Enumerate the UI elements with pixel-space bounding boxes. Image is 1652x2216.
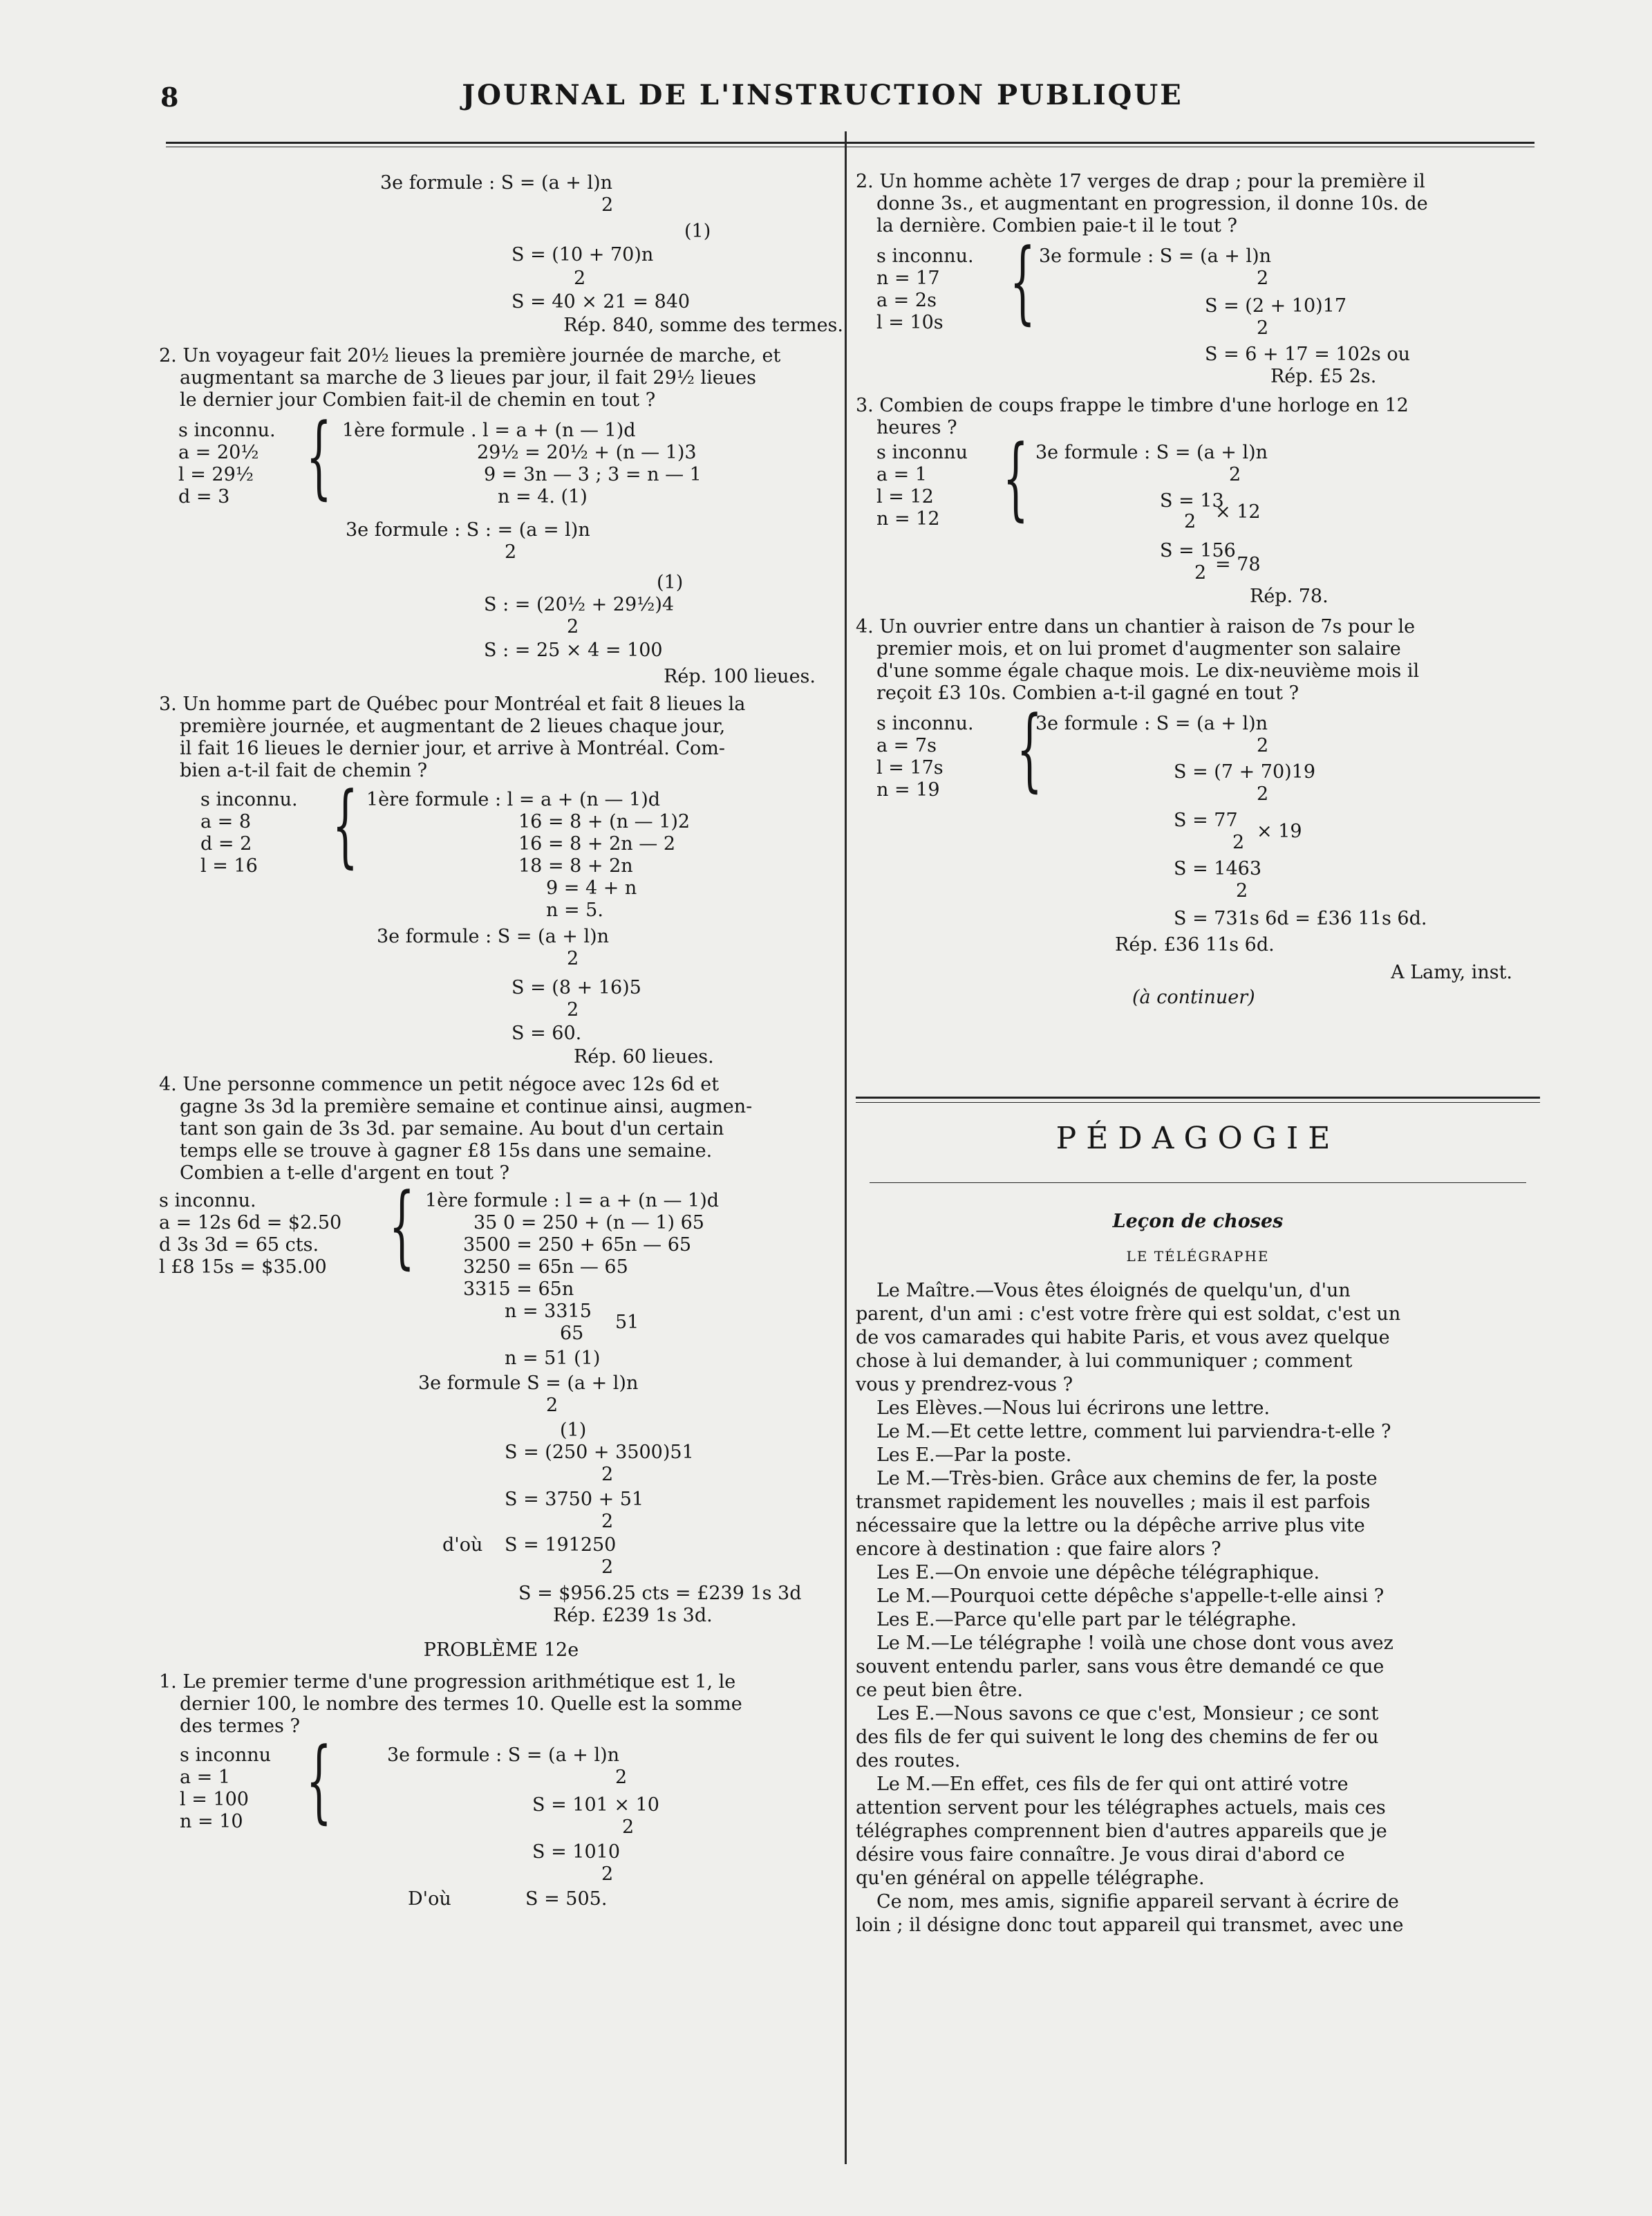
formula-denominator: 2: [615, 1767, 628, 1788]
known-value: l £8 15s = $35.00: [159, 1256, 327, 1278]
formula-line: S = $956.25 cts = £239 1s 3d: [518, 1583, 802, 1604]
problem-statement: 3. Un homme part de Québec pour Montréal et fait 8 lieues la: [159, 693, 746, 715]
formula-line: S = 731s 6d = £36 11s 6d.: [1174, 908, 1427, 929]
formula-line: 9 = 4 + n: [546, 877, 637, 899]
header-rule: [166, 142, 1534, 144]
lesson-title: Leçon de choses: [1112, 1211, 1284, 1232]
lesson-line: Le M.—En effet, ces fils de fer qui ont attiré votre: [876, 1773, 1349, 1795]
lesson-line: des fils de fer qui suivent le long des chemins de fer ou: [856, 1726, 1379, 1748]
problem-heading: PROBLÈME 12e: [423, 1639, 579, 1661]
lesson-line: Le M.—Le télégraphe ! voilà une chose dont vous avez: [876, 1632, 1393, 1654]
answer-line: Rép. £239 1s 3d.: [553, 1605, 713, 1626]
formula-denominator: 65: [560, 1323, 584, 1344]
formula-line: S = 191250: [505, 1534, 617, 1556]
formula-line: S = (250 + 3500)51: [505, 1442, 694, 1463]
formula-line: 16 = 8 + (n — 1)2: [518, 811, 691, 832]
formula-line: 1ère formule . l = a + (n — 1)d: [342, 420, 636, 441]
lesson-line: qu'en général on appelle télégraphe.: [856, 1868, 1205, 1889]
formula-line: S : = (20½ + 29½)4: [484, 594, 675, 615]
known-value: l = 100: [180, 1789, 249, 1810]
brace-icon: {: [1016, 696, 1042, 801]
formula-line: 3e formule : S : = (a = l)n: [346, 519, 590, 541]
formula-denominator: 2: [601, 194, 614, 216]
brace-icon: {: [1009, 229, 1035, 334]
formula-line: S = 1463: [1174, 858, 1261, 879]
problem-statement: premier mois, et on lui promet d'augmenter son salaire: [876, 638, 1401, 660]
formula-line: n = 3315: [505, 1301, 592, 1322]
formula-denominator: 2: [1257, 783, 1269, 805]
problem-statement: première journée, et augmentant de 2 lieues chaque jour,: [180, 716, 726, 737]
lesson-line: Le M.—Très-bien. Grâce aux chemins de fer, la poste: [876, 1468, 1378, 1489]
known-value: a = 20½: [178, 442, 259, 463]
section-rule-bottom: [870, 1182, 1526, 1183]
known-value: a = 2s: [876, 290, 937, 311]
formula-line: 3e formule S = (a + l)n: [418, 1372, 639, 1394]
formula-line: S = 77: [1174, 810, 1238, 831]
known-value: l = 16: [200, 855, 258, 877]
formula-line: 1ère formule : l = a + (n — 1)d: [425, 1190, 720, 1211]
brace-icon: {: [306, 404, 332, 509]
formula-denominator: 2: [1184, 511, 1196, 532]
problem-statement: 1. Le premier terme d'une progression arithmétique est 1, le: [159, 1671, 736, 1693]
problem-statement: augmentant sa marche de 3 lieues par jour, il fait 29½ lieues: [180, 367, 756, 389]
answer-line: Rép. 100 lieues.: [664, 666, 816, 687]
formula-denominator: 2: [1236, 880, 1248, 902]
section-title: PÉDAGOGIE: [1055, 1121, 1340, 1156]
known-value: s inconnu.: [876, 245, 974, 267]
formula-line: n = 4. (1): [498, 486, 588, 508]
problem-statement: d'une somme égale chaque mois. Le dix-neuvième mois il: [876, 660, 1420, 682]
lesson-line: Les E.—Nous savons ce que c'est, Monsieur ; ce sont: [876, 1703, 1379, 1724]
formula-line: S = 40 × 21 = 840: [511, 291, 691, 313]
known-value: l = 29½: [178, 464, 254, 485]
formula-denominator: 2: [1232, 832, 1245, 853]
known-value: n = 12: [876, 508, 940, 530]
lesson-subtitle: LE TÉLÉGRAPHE: [1126, 1248, 1270, 1265]
formula-line: S = 60.: [511, 1023, 582, 1044]
lesson-line: Les E.—On envoie une dépêche télégraphique.: [876, 1562, 1320, 1583]
problem-statement: 4. Une personne commence un petit négoce avec 12s 6d et: [159, 1074, 720, 1095]
formula-line: 9 = 3n — 3 ; 3 = n — 1: [484, 464, 702, 485]
answer-line: Rép. £5 2s.: [1270, 366, 1377, 387]
formula-note: 51: [615, 1312, 639, 1333]
lesson-line: Le Maître.—Vous êtes éloignés de quelqu'un, d'un: [876, 1280, 1351, 1301]
known-value: n = 17: [876, 268, 940, 289]
formula-denominator: 2: [601, 1556, 614, 1578]
formula-line: n = 51 (1): [505, 1348, 601, 1369]
lesson-line: Le M.—Et cette lettre, comment lui parviendra-t-elle ?: [876, 1421, 1391, 1442]
known-value: a = 8: [200, 811, 252, 832]
formula-line: S = 1010: [532, 1841, 620, 1863]
known-value: d 3s 3d = 65 cts.: [159, 1234, 319, 1256]
section-rule: [856, 1097, 1540, 1099]
formula-denominator: 2: [622, 1816, 635, 1838]
formula-denominator: 2: [1257, 735, 1269, 756]
formula-line: 16 = 8 + 2n — 2: [518, 833, 676, 855]
formula-line: S = (8 + 16)5: [511, 977, 641, 998]
problem-statement: donne 3s., et augmentant en progression, il donne 10s. de: [876, 193, 1428, 214]
known-value: s inconnu: [876, 442, 968, 463]
formula-line: S = 156: [1160, 540, 1236, 561]
formula-denominator: 2: [1257, 268, 1269, 289]
lesson-line: désire vous faire connaître. Je vous dirai d'abord ce: [856, 1844, 1345, 1865]
known-value: s inconnu.: [876, 713, 974, 734]
formula-denominator: 2: [567, 948, 579, 969]
lesson-line: des routes.: [856, 1750, 961, 1771]
formula-line: × 19: [1257, 821, 1302, 842]
known-value: d = 2: [200, 833, 252, 855]
lesson-line: de vos camarades qui habite Paris, et vous avez quelque: [856, 1327, 1390, 1348]
problem-statement: 3. Combien de coups frappe le timbre d'une horloge en 12: [856, 395, 1409, 416]
page-header: [152, 77, 1493, 119]
formula-line: 3500 = 250 + 65n — 65: [463, 1234, 692, 1256]
brace-icon: {: [388, 1173, 415, 1278]
known-value: s inconnu.: [200, 789, 298, 810]
section-rule-thin: [856, 1102, 1540, 1103]
formula-line: S = 505.: [525, 1888, 608, 1910]
formula-denominator: 2: [567, 999, 579, 1021]
known-value: l = 12: [876, 486, 934, 508]
known-value: n = 19: [876, 779, 940, 801]
formula-denominator: 2: [1194, 562, 1207, 584]
formula-note: (1): [657, 572, 684, 593]
lesson-line: souvent entendu parler, sans vous être demandé ce que: [856, 1656, 1385, 1677]
formula-denominator: 2: [601, 1464, 614, 1485]
lesson-line: encore à destination : que faire alors ?: [856, 1538, 1221, 1560]
problem-statement: 4. Un ouvrier entre dans un chantier à raison de 7s pour le: [856, 616, 1416, 637]
formula-line: 3e formule : S = (a + l)n: [380, 172, 613, 194]
known-value: n = 10: [180, 1811, 243, 1832]
formula-note: (1): [560, 1419, 587, 1441]
formula-denominator: 2: [567, 616, 579, 637]
known-value: a = 1: [876, 464, 928, 485]
known-value: s inconnu.: [178, 420, 276, 441]
formula-line: 3315 = 65n: [463, 1278, 574, 1300]
known-value: a = 12s 6d = $2.50: [159, 1212, 342, 1233]
formula-line: n = 5.: [546, 900, 603, 921]
formula-line: 3e formule : S = (a + l)n: [1039, 245, 1272, 267]
problem-statement: gagne 3s 3d la première semaine et continue ainsi, augmen-: [180, 1096, 753, 1117]
formula-line: = 78: [1215, 554, 1261, 575]
formula-line: S = 13: [1160, 490, 1224, 512]
lesson-line: loin ; il désigne donc tout appareil qui transmet, avec une: [856, 1915, 1404, 1936]
problem-statement: la dernière. Combien paie-t il le tout ?: [876, 215, 1237, 236]
problem-statement: bien a-t-il fait de chemin ?: [180, 760, 428, 781]
problem-statement: il fait 16 lieues le dernier jour, et arrive à Montréal. Com-: [180, 738, 725, 759]
answer-line: Rép. 840, somme des termes.: [563, 315, 843, 336]
lesson-line: transmet rapidement les nouvelles ; mais il est parfois: [856, 1491, 1371, 1513]
known-value: s inconnu.: [159, 1190, 256, 1211]
formula-line: 3250 = 65n — 65: [463, 1256, 628, 1278]
problem-statement: Combien a t-elle d'argent en tout ?: [180, 1162, 509, 1184]
lesson-line: Les E.—Parce qu'elle part par le télégraphe.: [876, 1609, 1297, 1630]
page-number: 8: [160, 82, 179, 113]
formula-denominator: 2: [601, 1511, 614, 1532]
formula-word: D'où: [408, 1888, 451, 1910]
brace-icon: {: [1002, 425, 1029, 530]
formula-line: S = (7 + 70)19: [1174, 761, 1316, 783]
formula-line: 3e formule : S = (a + l)n: [1035, 442, 1268, 463]
answer-line: Rép. 60 lieues.: [574, 1046, 714, 1068]
known-value: l = 10s: [876, 312, 944, 333]
formula-denominator: 2: [505, 541, 517, 563]
formula-line: 18 = 8 + 2n: [518, 855, 633, 877]
continue-note: (à continuer): [1132, 987, 1255, 1008]
problem-statement: heures ?: [876, 417, 957, 438]
formula-line: S = 101 × 10: [532, 1794, 659, 1816]
problem-statement: tant son gain de 3s 3d. par semaine. Au bout d'un certain: [180, 1118, 724, 1139]
problem-statement: le dernier jour Combien fait-il de chemin en tout ?: [180, 389, 656, 411]
lesson-line: chose à lui demander, à lui communiquer ; comment: [856, 1350, 1353, 1372]
known-value: s inconnu: [180, 1744, 272, 1766]
formula-note: (1): [684, 221, 711, 242]
lesson-line: parent, d'un ami : c'est votre frère qui est soldat, c'est un: [856, 1303, 1401, 1325]
known-value: l = 17s: [876, 757, 944, 779]
known-value: a = 1: [180, 1767, 231, 1788]
formula-denominator: 2: [1257, 317, 1269, 339]
formula-line: S = (10 + 70)n: [511, 244, 654, 266]
problem-statement: 2. Un voyageur fait 20½ lieues la première journée de marche, et: [159, 345, 781, 366]
problem-statement: temps elle se trouve à gagner £8 15s dans une semaine.: [180, 1140, 713, 1162]
answer-line: Rép. 78.: [1250, 586, 1329, 607]
lesson-line: Ce nom, mes amis, signifie appareil servant à écrire de: [876, 1891, 1399, 1912]
lesson-line: attention servent pour les télégraphes actuels, mais ces: [856, 1797, 1386, 1818]
formula-line: S = (2 + 10)17: [1205, 295, 1347, 317]
known-value: d = 3: [178, 486, 230, 508]
problem-statement: reçoit £3 10s. Combien a-t-il gagné en tout ?: [876, 682, 1299, 704]
brace-icon: {: [332, 772, 358, 877]
formula-line: × 12: [1215, 501, 1261, 523]
problem-statement: 2. Un homme achète 17 verges de drap ; pour la première il: [856, 171, 1425, 192]
lesson-line: Les E.—Par la poste.: [876, 1444, 1072, 1466]
formula-line: 1ère formule : l = a + (n — 1)d: [366, 789, 661, 810]
brace-icon: {: [306, 1728, 332, 1833]
formula-line: S = 3750 + 51: [505, 1489, 644, 1510]
formula-line: S = 6 + 17 = 102s ou: [1205, 344, 1411, 365]
lesson-line: ce peut bien être.: [856, 1679, 1023, 1701]
lesson-line: nécessaire que la lettre ou la dépêche arrive plus vite: [856, 1515, 1365, 1536]
lesson-line: télégraphes comprennent bien d'autres appareils que je: [856, 1821, 1387, 1842]
formula-line: 3e formule : S = (a + l)n: [387, 1744, 620, 1766]
journal-title: JOURNAL DE L'INSTRUCTION PUBLIQUE: [462, 79, 1183, 111]
lesson-line: vous y prendrez-vous ?: [856, 1374, 1073, 1395]
formula-line: S : = 25 × 4 = 100: [484, 640, 663, 661]
formula-denominator: 2: [601, 1863, 614, 1885]
formula-line: 35 0 = 250 + (n — 1) 65: [473, 1212, 704, 1233]
formula-line: 3e formule : S = (a + l)n: [377, 926, 610, 947]
author-signature: A Lamy, inst.: [1391, 962, 1512, 983]
formula-line: 29½ = 20½ + (n — 1)3: [477, 442, 697, 463]
problem-statement: dernier 100, le nombre des termes 10. Quelle est la somme: [180, 1693, 742, 1715]
column-divider: [845, 131, 847, 2164]
formula-line: 3e formule : S = (a + l)n: [1035, 713, 1268, 734]
problem-statement: des termes ?: [180, 1715, 300, 1737]
known-value: a = 7s: [876, 735, 937, 756]
formula-denominator: 2: [546, 1395, 559, 1416]
formula-denominator: 2: [574, 268, 586, 289]
lesson-line: Le M.—Pourquoi cette dépêche s'appelle-t-elle ainsi ?: [876, 1585, 1385, 1607]
lesson-line: Les Elèves.—Nous lui écrirons une lettre.: [876, 1397, 1270, 1419]
answer-line: Rép. £36 11s 6d.: [1115, 934, 1275, 956]
formula-word: d'où: [442, 1534, 483, 1556]
formula-denominator: 2: [1229, 464, 1241, 485]
